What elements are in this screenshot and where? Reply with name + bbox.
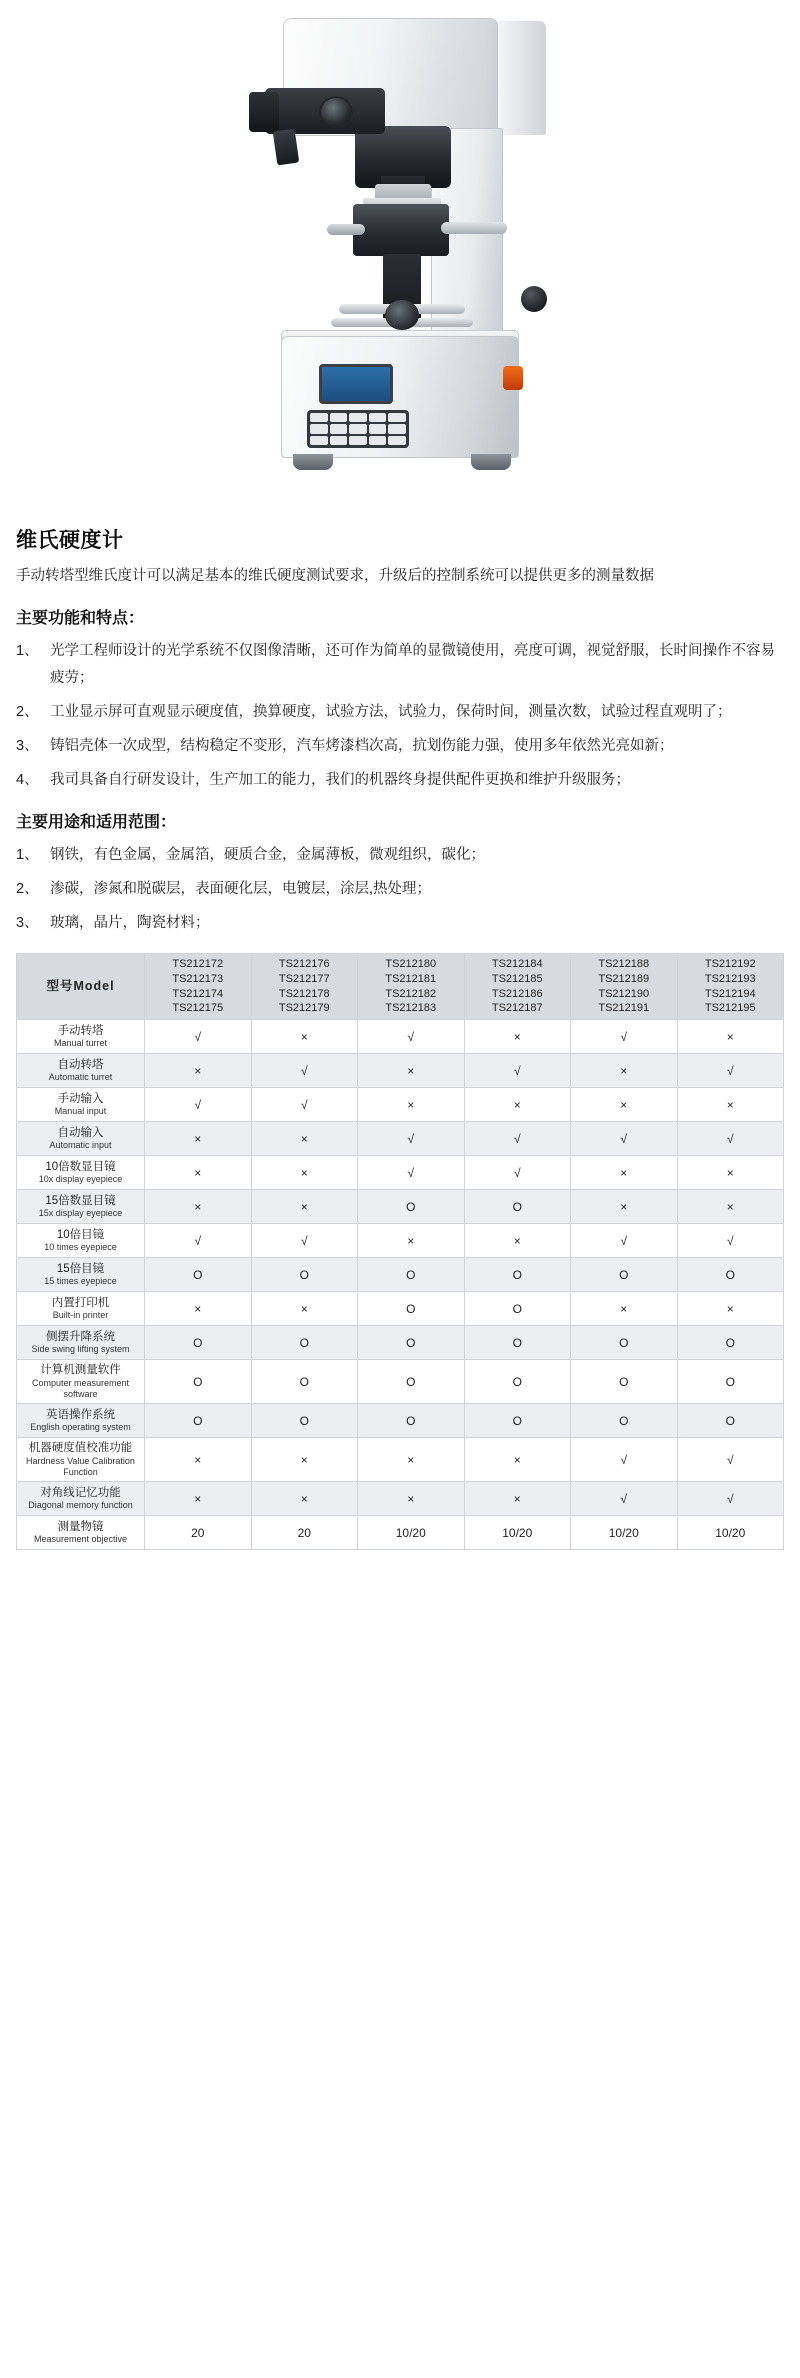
table-row-label <box>17 1258 145 1292</box>
table-row <box>17 1326 784 1360</box>
table-row-label <box>17 1438 145 1482</box>
section-heading-applications: 主要用途和适用范围： <box>16 814 177 832</box>
row-label-cn: 机器硬度值校准功能 <box>28 1442 133 1455</box>
table-cell: √ <box>251 1054 358 1088</box>
row-label-cn: 英语操作系统 <box>46 1408 115 1421</box>
table-cell: O <box>464 1292 571 1326</box>
table-cell: × <box>251 1438 358 1482</box>
row-label-cn: 对角线记忆功能 <box>40 1486 121 1499</box>
keypad-key <box>388 436 406 445</box>
model-number: TS212194 <box>704 987 756 1000</box>
table-column-header <box>677 953 784 1019</box>
table-cell: √ <box>464 1054 571 1088</box>
list-item-number: 1、 <box>16 643 39 660</box>
model-comparison-table <box>16 953 784 1550</box>
list-item-text: 我司具备自行研发设计，生产加工的能力，我们的机器终身提供配件更换和维护升级服务； <box>50 771 630 788</box>
table-row <box>17 1438 784 1482</box>
table-cell: O <box>677 1404 784 1438</box>
table-row-label <box>17 1156 145 1190</box>
list-item-number: 2、 <box>16 704 39 720</box>
table-row <box>17 1156 784 1190</box>
eyepiece-left-tube <box>249 92 279 132</box>
table-row <box>17 1516 784 1550</box>
model-number: TS212195 <box>704 1002 756 1015</box>
model-number: TS212187 <box>491 1002 543 1015</box>
row-label-cn: 自动输入 <box>57 1126 104 1139</box>
table-cell: 20 <box>145 1516 252 1550</box>
table-cell: O <box>358 1326 465 1360</box>
table-cell: O <box>571 1360 678 1404</box>
model-number: TS212189 <box>598 972 650 985</box>
stage-knob-right <box>441 222 507 234</box>
row-label-en: Measurement objective <box>33 1534 128 1545</box>
list-item-number: 1、 <box>16 847 39 864</box>
table-row <box>17 1360 784 1404</box>
keypad-key <box>369 413 387 422</box>
applications-list <box>16 842 784 936</box>
keypad <box>307 410 409 448</box>
table-cell: × <box>571 1292 678 1326</box>
vickers-hardness-tester-illustration <box>235 18 565 498</box>
table-row <box>17 1404 784 1438</box>
table-cell: × <box>571 1156 678 1190</box>
table-cell: 10/20 <box>677 1516 784 1550</box>
keypad-key <box>310 413 328 422</box>
row-label-en: 10 times eyepiece <box>44 1242 117 1253</box>
model-number: TS212185 <box>491 972 543 985</box>
list-item <box>16 767 784 794</box>
turret-head <box>355 126 451 188</box>
table-cell: × <box>145 1438 252 1482</box>
table-cell: √ <box>677 1224 784 1258</box>
table-cell: √ <box>464 1156 571 1190</box>
table-cell: √ <box>677 1122 784 1156</box>
table-row <box>17 1190 784 1224</box>
model-number: TS212177 <box>278 972 330 985</box>
table-row-label <box>17 1088 145 1122</box>
table-cell: × <box>358 1054 465 1088</box>
table-cell: × <box>251 1190 358 1224</box>
table-cell: O <box>571 1258 678 1292</box>
row-label-cn: 10倍目镜 <box>56 1228 105 1241</box>
table-header-row <box>17 953 784 1019</box>
table-cell: × <box>677 1020 784 1054</box>
table-row-label <box>17 1190 145 1224</box>
table-cell: O <box>464 1404 571 1438</box>
row-label-en: Manual turret <box>53 1038 108 1049</box>
table-column-header <box>571 953 678 1019</box>
model-number: TS212176 <box>278 957 330 970</box>
list-item-text: 铸铝壳体一次成型，结构稳定不变形，汽车烤漆档次高，抗划伤能力强，使用多年依然光亮如新； <box>50 737 674 754</box>
table-cell: 20 <box>251 1516 358 1550</box>
table-cell: × <box>251 1292 358 1326</box>
list-item-text: 钢铁，有色金属，金属箔，硬质合金，金属薄板，微观组织，碳化； <box>50 847 485 864</box>
row-label-en: Manual input <box>54 1106 107 1117</box>
model-number: TS212191 <box>598 1002 650 1015</box>
model-number: TS212181 <box>385 972 437 985</box>
list-item <box>16 699 784 726</box>
table-column-header <box>251 953 358 1019</box>
objective-lens <box>319 96 353 128</box>
features-list <box>16 638 784 793</box>
table-cell: O <box>464 1258 571 1292</box>
table-cell: √ <box>251 1088 358 1122</box>
table-cell: O <box>145 1258 252 1292</box>
row-label-cn: 侧摆升降系统 <box>46 1330 115 1343</box>
table-cell: O <box>358 1190 465 1224</box>
table-cell: × <box>358 1224 465 1258</box>
row-label-en: Hardness Value Calibration Function <box>26 1455 135 1477</box>
keypad-key <box>369 424 387 433</box>
keypad-key <box>369 436 387 445</box>
table-cell: √ <box>571 1122 678 1156</box>
table-cell: × <box>571 1088 678 1122</box>
row-label-cn: 10倍数显目镜 <box>45 1160 116 1173</box>
table-cell: × <box>677 1088 784 1122</box>
model-number: TS212188 <box>598 957 650 970</box>
model-number: TS212174 <box>172 987 224 1000</box>
keypad-key <box>330 424 348 433</box>
table-corner-label: 型号Model <box>17 953 145 1019</box>
row-label-en: Automatic input <box>49 1140 112 1151</box>
table-row-label <box>17 1482 145 1516</box>
table-cell: × <box>251 1156 358 1190</box>
table-row <box>17 1258 784 1292</box>
list-item-text: 玻璃，晶片，陶瓷材料； <box>50 915 210 932</box>
table-row-label <box>17 1122 145 1156</box>
table-cell: √ <box>464 1122 571 1156</box>
table-cell: × <box>677 1292 784 1326</box>
table-cell: × <box>358 1482 465 1516</box>
model-number: TS212178 <box>278 987 330 1000</box>
table-cell: × <box>145 1482 252 1516</box>
table-cell: O <box>145 1404 252 1438</box>
model-number: TS212172 <box>172 957 224 970</box>
table-cell: O <box>571 1326 678 1360</box>
table-row-label <box>17 1404 145 1438</box>
row-label-cn: 手动转塔 <box>57 1024 104 1037</box>
table-row-label <box>17 1360 145 1404</box>
table-cell: × <box>145 1054 252 1088</box>
table-cell: O <box>571 1404 678 1438</box>
stage-knob-left <box>327 224 365 235</box>
table-cell: O <box>358 1360 465 1404</box>
table-column-header <box>358 953 465 1019</box>
row-label-cn: 自动转塔 <box>57 1058 104 1071</box>
table-cell: O <box>677 1258 784 1292</box>
table-cell: 10/20 <box>358 1516 465 1550</box>
model-number: TS212190 <box>598 987 650 1000</box>
table-cell: √ <box>677 1482 784 1516</box>
machine-foot-left <box>293 454 333 470</box>
table-cell: 10/20 <box>464 1516 571 1550</box>
row-label-en: 15 times eyepiece <box>44 1276 117 1287</box>
model-number: TS212175 <box>172 1002 224 1015</box>
keypad-key <box>388 424 406 433</box>
handwheel-hub <box>385 300 419 330</box>
table-cell: O <box>251 1326 358 1360</box>
table-row-label <box>17 1292 145 1326</box>
table-cell: √ <box>571 1438 678 1482</box>
table-cell: × <box>145 1292 252 1326</box>
model-number: TS212192 <box>704 957 756 970</box>
table-row-label <box>17 1516 145 1550</box>
table-cell: × <box>145 1156 252 1190</box>
table-cell: O <box>464 1326 571 1360</box>
table-header <box>17 953 784 1019</box>
table-cell: O <box>145 1360 252 1404</box>
table-row-label <box>17 1054 145 1088</box>
row-label-en: English operating system <box>30 1422 131 1433</box>
table-cell: √ <box>358 1156 465 1190</box>
table-cell: O <box>358 1404 465 1438</box>
table-cell: O <box>145 1326 252 1360</box>
section-heading-features: 主要功能和特点： <box>16 610 145 628</box>
list-item-number: 3、 <box>16 737 39 754</box>
row-label-en: Side swing lifting system <box>31 1344 130 1355</box>
display-screen <box>319 364 393 404</box>
row-label-en: 10x display eyepiece <box>38 1174 123 1185</box>
table-column-header <box>145 953 252 1019</box>
table-cell: × <box>145 1190 252 1224</box>
keypad-key <box>349 424 367 433</box>
table-cell: O <box>677 1360 784 1404</box>
row-label-en: 15x display eyepiece <box>38 1208 123 1219</box>
table-row-label <box>17 1224 145 1258</box>
row-label-cn: 内置打印机 <box>51 1296 110 1309</box>
table-cell: O <box>677 1326 784 1360</box>
table-cell: 10/20 <box>571 1516 678 1550</box>
table-cell: × <box>571 1054 678 1088</box>
table-row <box>17 1482 784 1516</box>
table-cell: × <box>251 1122 358 1156</box>
table-cell: √ <box>251 1224 358 1258</box>
table-cell: × <box>251 1020 358 1054</box>
table-cell: × <box>464 1482 571 1516</box>
table-row <box>17 1292 784 1326</box>
table-cell: O <box>251 1360 358 1404</box>
table-cell: √ <box>571 1224 678 1258</box>
product-lead-text: 手动转塔型维氏度计可以满足基本的维氏硬度测试要求，升级后的控制系统可以提供更多的测量数据 <box>16 568 654 584</box>
list-item <box>16 876 784 903</box>
machine-foot-right <box>471 454 511 470</box>
table-cell: × <box>145 1122 252 1156</box>
row-label-en: Built-in printer <box>52 1310 109 1321</box>
table-cell: O <box>251 1404 358 1438</box>
list-item <box>16 910 784 937</box>
illumination-lamp <box>273 129 300 166</box>
list-item-number: 4、 <box>16 771 39 788</box>
model-number: TS212180 <box>385 957 437 970</box>
row-label-cn: 手动输入 <box>57 1092 104 1105</box>
table-cell: √ <box>358 1122 465 1156</box>
list-item <box>16 733 784 760</box>
keypad-key <box>310 436 328 445</box>
table-row <box>17 1054 784 1088</box>
product-image <box>0 0 800 510</box>
list-item-number: 3、 <box>16 915 39 932</box>
list-item-text: 渗碳，渗氮和脱碳层，表面硬化层，电镀层，涂层,热处理； <box>50 881 432 898</box>
table-row <box>17 1020 784 1054</box>
table-cell: √ <box>571 1020 678 1054</box>
table-cell: × <box>358 1438 465 1482</box>
table-cell: O <box>464 1360 571 1404</box>
table-body <box>17 1020 784 1550</box>
table-cell: √ <box>571 1482 678 1516</box>
side-knob <box>521 286 547 312</box>
xy-stage <box>353 204 449 256</box>
keypad-key <box>349 413 367 422</box>
table-cell: √ <box>677 1438 784 1482</box>
row-label-en: Computer measurement software <box>31 1377 130 1399</box>
model-number: TS212183 <box>385 1002 437 1015</box>
model-number: TS212179 <box>278 1002 330 1015</box>
list-item-number: 2、 <box>16 881 39 898</box>
table-row <box>17 1088 784 1122</box>
table-row <box>17 1224 784 1258</box>
table-cell: × <box>358 1088 465 1122</box>
row-label-cn: 15倍数显目镜 <box>45 1194 116 1207</box>
housing-shading <box>484 21 546 135</box>
keypad-key <box>330 413 348 422</box>
row-label-en: Automatic turret <box>48 1072 113 1083</box>
table-cell: √ <box>358 1020 465 1054</box>
table-cell: O <box>358 1292 465 1326</box>
list-item <box>16 842 784 869</box>
table-column-header <box>464 953 571 1019</box>
keypad-key <box>330 436 348 445</box>
model-number: TS212186 <box>491 987 543 1000</box>
list-item-text: 光学工程师设计的光学系统不仅图像清晰，还可作为简单的显微镜使用，亮度可调，视觉舒服，长时间操作不容易疲劳； <box>50 643 775 687</box>
table-cell: × <box>251 1482 358 1516</box>
table-cell: × <box>464 1438 571 1482</box>
table-cell: O <box>464 1190 571 1224</box>
table-cell: √ <box>677 1054 784 1088</box>
model-number: TS212193 <box>704 972 756 985</box>
model-number: TS212182 <box>385 987 437 1000</box>
table-cell: × <box>677 1190 784 1224</box>
table-cell: × <box>464 1088 571 1122</box>
list-item-text: 工业显示屏可直观显示硬度值，换算硬度，试验方法，试验力，保荷时间，测量次数，试验过程直观明了； <box>50 704 732 720</box>
table-cell: O <box>251 1258 358 1292</box>
keypad-key <box>349 436 367 445</box>
table-cell: √ <box>145 1224 252 1258</box>
table-cell: √ <box>145 1088 252 1122</box>
keypad-key <box>310 424 328 433</box>
row-label-cn: 15倍目镜 <box>56 1262 105 1275</box>
table-row-label <box>17 1020 145 1054</box>
table-cell: × <box>464 1020 571 1054</box>
row-label-cn: 测量物镜 <box>57 1520 104 1533</box>
table-cell: √ <box>145 1020 252 1054</box>
row-label-en: Diagonal memory function <box>28 1500 133 1511</box>
table-cell: × <box>464 1224 571 1258</box>
table-cell: × <box>677 1156 784 1190</box>
list-item <box>16 638 784 692</box>
table-row-label <box>17 1326 145 1360</box>
table-cell: O <box>358 1258 465 1292</box>
row-label-cn: 计算机测量软件 <box>40 1364 121 1377</box>
table-cell: × <box>571 1190 678 1224</box>
page-title: 维氏硬度计 <box>16 529 124 552</box>
model-number: TS212184 <box>491 957 543 970</box>
keypad-key <box>388 413 406 422</box>
description-content <box>0 524 800 1550</box>
table-row <box>17 1122 784 1156</box>
model-number: TS212173 <box>172 972 224 985</box>
power-switch <box>503 366 523 390</box>
